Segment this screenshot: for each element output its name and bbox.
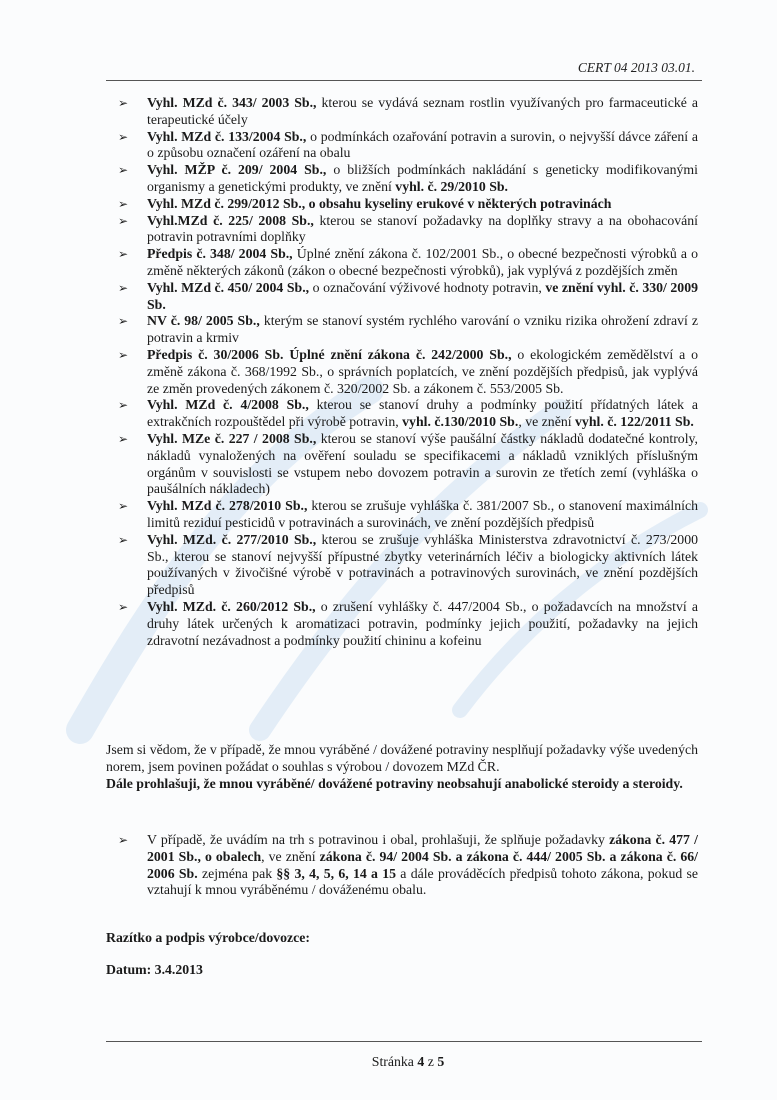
list-item — [118, 431, 698, 498]
list-item — [118, 246, 698, 280]
page-total: 5 — [437, 1054, 445, 1069]
arrow-bullet-icon: ➢ — [118, 347, 129, 362]
packaging-list — [118, 832, 698, 899]
arrow-bullet-icon: ➢ — [118, 499, 129, 514]
bold-text: Vyhl. MZd č. 343/ 2003 Sb., — [147, 95, 317, 110]
footer-divider — [106, 1041, 702, 1042]
bold-text: Vyhl. MZd č. 450/ 2004 Sb., — [147, 279, 310, 295]
bold-text: vyhl. č. 29/2010 Sb. — [395, 178, 508, 194]
text: kterou se vydává seznam rostlin využívaných pro farmaceutické a terapeutické účely — [147, 95, 698, 127]
bold-text: Vyhl. MZd. č. 260/2012 Sb., — [147, 598, 316, 614]
bold-text: NV č. 98/ 2005 Sb., — [147, 313, 260, 329]
page-sep: z — [424, 1054, 438, 1069]
list-item — [118, 498, 698, 532]
list-item — [118, 397, 698, 431]
bold-text: Vyhl. MZd č. 133/2004 Sb., — [147, 128, 307, 144]
bold-text: Vyhl. MZe č. 227 / 2008 Sb., — [147, 430, 317, 446]
stamp-signature-label: Razítko a podpis výrobce/dovozce: — [106, 930, 311, 945]
list-item — [118, 280, 698, 314]
text: V případě, že uvádím na trh s potravinou i obal, prohlašuji, že splňuje požadavky — [147, 832, 610, 847]
arrow-bullet-icon: ➢ — [118, 213, 129, 228]
text: kterou se stanoví požadavky na doplňky stravy a na obohacování potravin potravními doplňky — [147, 212, 699, 245]
text: kterou se zrušuje vyhláška č. 381/2007 Sb., o stanovení maximálních limitů reziduí pesticidů v potravinách a surovinách, ve znění pozdějších předpisů — [147, 498, 699, 530]
list-item — [118, 347, 698, 397]
text: kterou se stanoví výše paušální částky nákladů dodatečné kontroly, nákladů vynaložených na ověření souladu se specifikacemi a nákladů vzniklých příslušným orgánům v souvislosti se vstupem nebo dovozem potravin a surovin ze třetích zemí (vyhláška o paušálních nákladech) — [147, 430, 698, 497]
list-item — [118, 532, 698, 599]
text: , ve znění — [261, 848, 320, 864]
list-item — [118, 599, 698, 649]
text: kterou se stanoví druhy a podmínky použití přídatných látek a extrakčních rozpouštědel při výrobě potravin, — [147, 397, 699, 430]
text: Úplné znění zákona č. 102/2001 Sb., o obecné bezpečnosti výrobků a o změně některých zákonů (zákon o obecné bezpečnosti výrobků), jak vyplývá z pozdějších změn — [147, 246, 698, 278]
list-item — [118, 832, 698, 899]
text: o podmínkách ozařování potravin a surovin, o nejvyšší dávce záření a o způsobu označení ozáření na obalu — [147, 128, 698, 161]
arrow-bullet-icon: ➢ — [118, 599, 129, 614]
bold-text: §§ 3, 4, 5, 6, 14 a 15 — [276, 865, 397, 881]
text: kterou se zrušuje vyhláška Ministerstva zdravotnictví č. 273/2000 Sb., kterou se stanoví nejvyšší přípustné zbytky veterinárních léčiv a biologicky aktivních látek používaných v živočišné výrobě v potravinách a potravinových surovinách, ve znění pozdějších předpisů — [147, 531, 698, 598]
bold-text: Vyhl. MŽP č. 209/ 2004 Sb., — [147, 162, 327, 178]
arrow-bullet-icon: ➢ — [118, 398, 129, 413]
bold-text: ve znění vyhl. č. 330/ 2009 Sb. — [147, 279, 698, 312]
arrow-bullet-icon: ➢ — [118, 247, 129, 262]
header-divider — [106, 80, 702, 81]
list-item — [118, 313, 698, 347]
document-code: CERT 04 2013 03.01. — [577, 60, 695, 75]
text: o bližších podmínkách nakládání s geneticky modifikovanými organismy a genetickými produkty, ve znění — [147, 162, 698, 194]
bold-text: Vyhl.MZd č. 225/ 2008 Sb., — [147, 212, 314, 228]
arrow-bullet-icon: ➢ — [118, 96, 129, 110]
declaration — [106, 742, 698, 792]
page-number — [0, 1054, 777, 1070]
bold-text: Vyhl. MZd č. 4/2008 Sb., — [147, 397, 309, 413]
text: kterým se stanoví systém rychlého varování o vzniku rizika ohrožení zdraví z potravin a krmiv — [147, 313, 698, 346]
page-prefix: Stránka — [371, 1054, 418, 1069]
list-item — [118, 213, 698, 247]
text: , ve znění — [518, 414, 576, 430]
bold-text: vyhl. č.130/2010 Sb. — [402, 414, 519, 430]
arrow-bullet-icon: ➢ — [118, 196, 129, 211]
bold-text: Vyhl. MZd. č. 277/2010 Sb., — [147, 531, 317, 547]
arrow-bullet-icon: ➢ — [118, 163, 129, 178]
declaration-bold-text: Dále prohlašuji, že mnou vyráběné/ dovážené potraviny neobsahují anabolické steroidy a steroidy. — [106, 775, 683, 791]
arrow-bullet-icon: ➢ — [118, 833, 129, 847]
bold-text: zákona č. 94/ 2004 Sb. a zákona č. 444/ 2005 Sb. a zákona č. 66/ 2006 Sb. — [147, 848, 698, 881]
date-label: Datum: 3.4.2013 — [106, 962, 203, 977]
bold-text: Vyhl. MZd č. 299/2012 Sb., o obsahu kyseliny erukové v některých potravinách — [147, 195, 612, 211]
arrow-bullet-icon: ➢ — [118, 314, 129, 329]
arrow-bullet-icon: ➢ — [118, 280, 129, 295]
bold-text: zákona č. 477 / 2001 Sb., o obalech — [147, 832, 698, 864]
list-item — [118, 196, 698, 213]
declaration-text: Jsem si vědom, že v případě, že mnou vyráběné / dovážené potraviny nesplňují požadavky výše uvedených norem, jsem povinen požádat o souhlas s výrobou / dovozem MZd ČR. — [106, 742, 698, 774]
text: a dále prováděcích předpisů tohoto zákona, pokud se vztahují k mnou vyráběnému / dováženému obalu. — [147, 865, 699, 898]
bold-text: Vyhl. MZd č. 278/2010 Sb., — [147, 498, 308, 514]
bold-text: Předpis č. 348/ 2004 Sb., — [147, 246, 293, 262]
arrow-bullet-icon: ➢ — [118, 431, 129, 446]
text: o ekologickém zemědělství a o změně zákona č. 368/1992 Sb., o správních poplatcích, ve znění pozdějších předpisů, jak vyplývá ze změn provedených zákonem č. 320/2002 Sb. a zákonem č. 553/2005 Sb. — [147, 346, 698, 396]
page-current: 4 — [417, 1054, 425, 1069]
text: zejména pak — [197, 865, 277, 881]
arrow-bullet-icon: ➢ — [118, 129, 129, 144]
bold-text: Předpis č. 30/2006 Sb. Úplné znění zákona č. 242/2000 Sb., — [147, 346, 512, 362]
text: o zrušení vyhlášky č. 447/2004 Sb., o požadavcích na množství a druhy látek určených k aromatizaci potravin, podmínky jejich použití, požadavky na jejich zdravotní nezávadnost a podmínky použití chininu a kofeinu — [147, 598, 698, 648]
regulations-list — [118, 95, 698, 649]
text: o označování výživové hodnoty potravin, — [309, 279, 546, 295]
list-item — [118, 95, 698, 129]
list-item — [118, 129, 698, 163]
list-item — [118, 162, 698, 196]
arrow-bullet-icon: ➢ — [118, 532, 129, 547]
bold-text: vyhl. č. 122/2011 Sb. — [575, 414, 694, 430]
